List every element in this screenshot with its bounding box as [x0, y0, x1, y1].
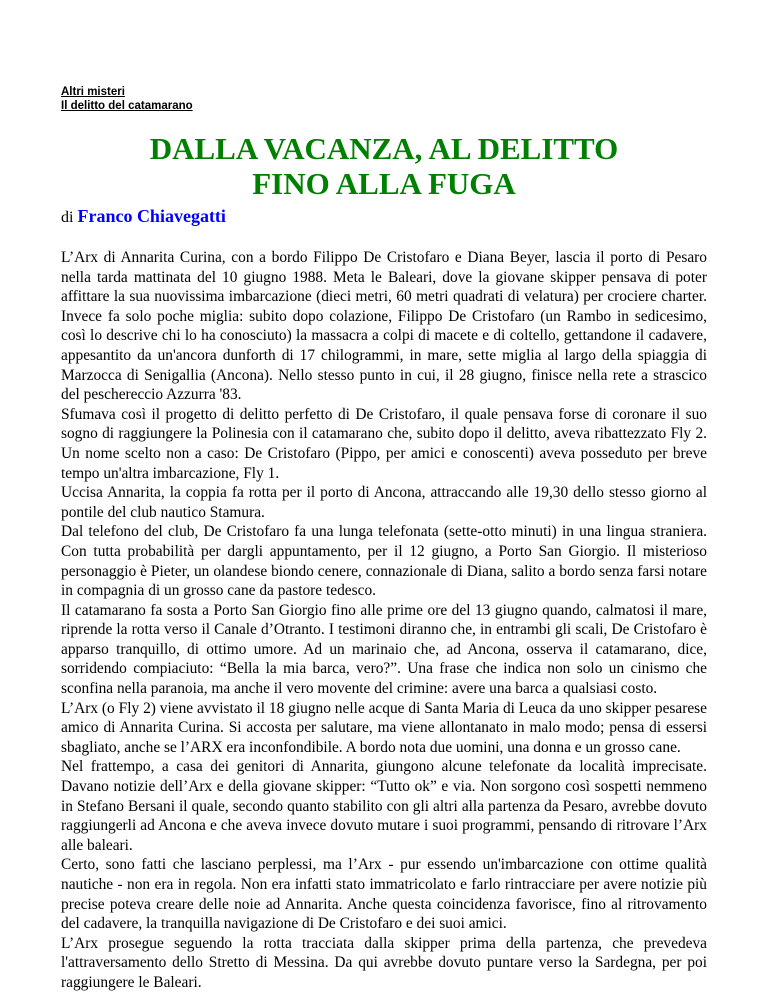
- article-body: [61, 248, 707, 993]
- article-paragraph: Sfumava così il progetto di delitto perfetto di De Cristofaro, il quale pensava forse di coronare il suo sogno di raggiungere la Polinesia con il catamarano che, subito dopo il delitto, aveva ribattezzato Fly 2. Un nome scelto non a caso: De Cristofaro (Pippo, per amici e conoscenti) aveva posseduto per breve tempo un'altra imbarcazione, Fly 1.: [61, 405, 707, 482]
- byline: [61, 205, 226, 229]
- article-title-line-2: FINO ALLA FUGA: [252, 166, 516, 201]
- article-title-line-1: DALLA VACANZA, AL DELITTO: [149, 131, 619, 166]
- article-paragraph: L’Arx prosegue seguendo la rotta tracciata dalla skipper prima della partenza, che prevedeva l'attraversamento dello Stretto di Messina. Da qui avrebbe dovuto puntare verso la Sardegna, per poi raggiungere le Baleari.: [61, 934, 707, 991]
- article-paragraph: Uccisa Annarita, la coppia fa rotta per il porto di Ancona, attraccando alle 19,30 dello stesso giorno al pontile del club nautico Stamura.: [61, 484, 707, 521]
- article-paragraph: Certo, sono fatti che lasciano perplessi, ma l’Arx - pur essendo un'imbarcazione con ottime qualità nautiche - non era in regola. Non era infatti stato immatricolato e farlo rintracciare per avere notizie più precise poteva creare delle noie ad Annarita. Anche questa coincidenza favorisce, fino al ritrovamento del cadavere, la tranquilla navigazione di De Cristofaro e dei suoi amici.: [61, 856, 707, 933]
- article-title: [61, 131, 707, 201]
- breadcrumb-link-section[interactable]: Altri misteri: [61, 86, 125, 98]
- byline-author: Franco Chiavegatti: [77, 206, 226, 226]
- byline-prefix: di: [61, 209, 74, 226]
- article-paragraph: Nel frattempo, a casa dei genitori di Annarita, giungono alcune telefonate da località imprecisate. Davano notizie dell’Arx e della giovane skipper: “Tutto ok” e via. Non sorgono così sospetti nemmeno in Stefano Bersani il quale, secondo quanto stabilito con gli altri alla partenza da Pesaro, avrebbe dovuto raggiungerli ad Ancona e che aveva invece dovuto mutare i suoi programmi, pensando di ritrovare l’Arx alle baleari.: [61, 758, 707, 854]
- article-paragraph: L’Arx (o Fly 2) viene avvistato il 18 giugno nelle acque di Santa Maria di Leuca da uno skipper pesarese amico di Annarita Curina. Si accosta per salutare, ma viene allontanato in malo modo; pensa di essersi sbagliato, anche se l’ARX era inconfondibile. A bordo nota due uomini, una donna e un grosso cane.: [61, 699, 707, 756]
- breadcrumb: [61, 85, 193, 113]
- breadcrumb-link-article[interactable]: Il delitto del catamarano: [61, 100, 193, 112]
- article-paragraph: L’Arx di Annarita Curina, con a bordo Filippo De Cristofaro e Diana Beyer, lascia il porto di Pesaro nella tarda mattinata del 10 giugno 1988. Meta le Baleari, dove la giovane skipper pensava di poter affittare la sua nuovissima imbarcazione (dieci metri, 60 metri quadrati di velatura) per crociere charter. Invece fa solo poche miglia: subito dopo colazione, Filippo De Cristofaro (un Rambo in sedicesimo, così lo descrive chi lo ha conosciuto) la massacra a colpi di macete e di coltello, gettandone il cadavere, appesantito da un'ancora dunforth di 17 chilogrammi, in mare, sette miglia al largo della spiaggia di Marzocca di Senigallia (Ancona). Nello stesso punto in cui, il 28 giugno, finisce nella rete a strascico del peschereccio Azzurra '83.: [61, 249, 707, 404]
- article-paragraph: Dal telefono del club, De Cristofaro fa una lunga telefonata (sette-otto minuti) in una lingua straniera. Con tutta probabilità per dargli appuntamento, per il 12 giugno, a Porto San Giorgio. Il misterioso personaggio è Pieter, un olandese biondo cenere, connazionale di Diana, salito a bordo senza farsi notare in compagnia di un grosso cane da pastore tedesco.: [61, 523, 707, 600]
- article-paragraph: Il catamarano fa sosta a Porto San Giorgio fino alle prime ore del 13 giugno quando, calmatosi il mare, riprende la rotta verso il Canale d’Otranto. I testimoni diranno che, in entrambi gli scali, De Cristofaro è apparso tranquillo, di ottimo umore. Ad un marinaio che, ad Ancona, osserva il catamarano, dice, sorridendo compiaciuto: “Bella la mia barca, vero?”. Una frase che indica non solo un cinismo che sconfina nella paranoia, ma anche il vero movente del crimine: avere una barca a qualsiasi costo.: [61, 601, 707, 698]
